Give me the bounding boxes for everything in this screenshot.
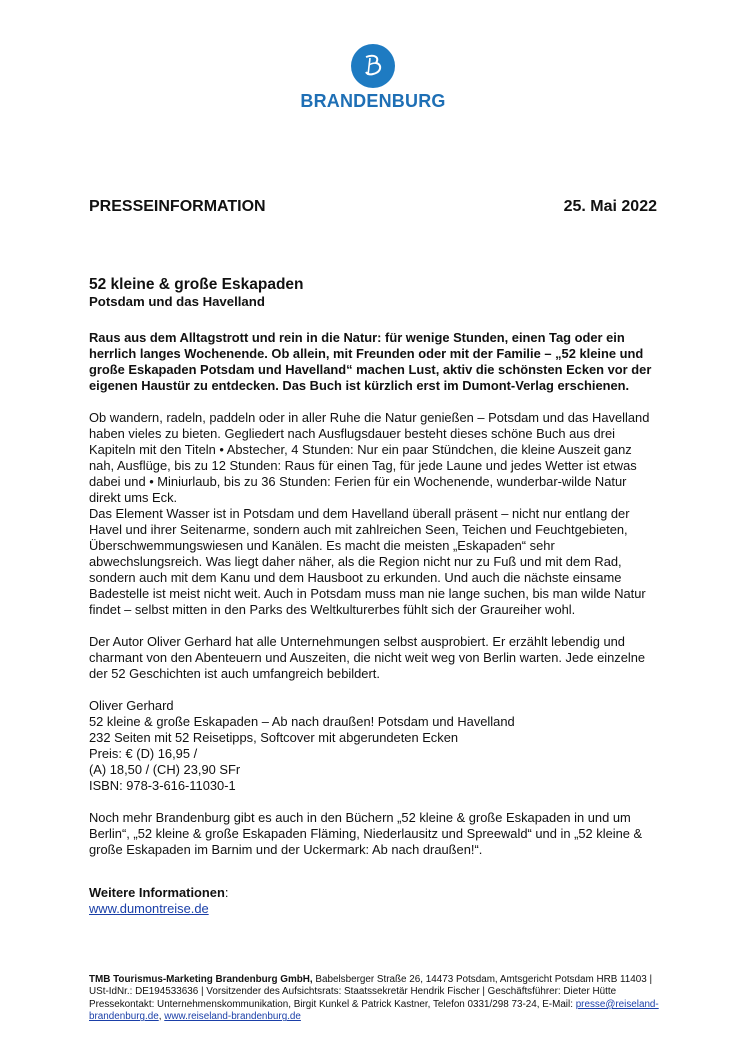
brandenburg-emblem-icon [351, 44, 395, 88]
book-details [89, 698, 657, 794]
book-pages: 232 Seiten mit 52 Reisetipps, Softcover mit abgerundeten Ecken [89, 730, 459, 745]
further-info-colon: : [224, 885, 229, 900]
article [89, 276, 657, 917]
footer-email-link[interactable]: presse@reiseland-brandenburg.de [89, 998, 659, 1023]
book-price-1: Preis: € (D) 16,95 / [89, 746, 198, 761]
footer-text: Babelsberger Straße 26, 14473 Potsdam, Amtsgericht Potsdam HRB 11403 | USt-IdNr.: DE194533636 | Vorsitzender des Aufsichtsrats: Staatssekretär Hendrik Fischer | Geschäftsführer: Dieter Hütte Pressekontakt: Unternehmenskommunikation, Birgit Kunkel & Patrick Kastner, Telefon 0331/298 73-24, E-Mail: [89, 974, 653, 1010]
article-title: 52 kleine & große Eskapaden [89, 276, 304, 293]
article-paragraph-2: Das Element Wasser ist in Potsdam und dem Havelland überall präsent – nicht nur entlang der Havel und ihrer Seitenarme, sondern auch mit zahlreichen Seen, Teichen und Feuchtgebieten, Überschwemmungswiesen und Kanälen. Es macht die meisten „Eskapaden“ sehr abwechslungsreich. Was liegt daher näher, als die Region nicht nur zu Fuß und mit dem Rad, sondern auch mit dem Kanu und dem Hausboot zu erkunden. Und auch die nächste einsame Badestelle ist meist nicht weit. Auch in Potsdam muss man nie lange suchen, bis man wilde Natur findet – selbst mitten in den Parks des Weltkulturerbes fühlt sich der Graureiher wohl. [89, 506, 646, 617]
further-info-label: Weitere Informationen [89, 885, 225, 900]
article-paragraph-1: Ob wandern, radeln, paddeln oder in aller Ruhe die Natur genießen – Potsdam und das Havelland haben vieles zu bieten. Gegliedert nach Ausflugsdauer besteht dieses schöne Buch aus drei Kapiteln mit den Titeln • Abstecher, 4 Stunden: Nur ein paar Stündchen, die kleine Auszeit ganz nah, Ausflüge, bis zu 12 Stunden: Raus für einen Tag, für jede Laune und jedes Wetter ist etwas dabei und • Miniurlaub, bis zu 36 Stunden: Ferien für ein Wochenende, wunderbar-wilde Natur direkt ums Eck. [89, 410, 650, 505]
press-date: 25. Mai 2022 [563, 198, 657, 215]
footer-website-link[interactable]: www.reiseland-brandenburg.de [164, 1011, 301, 1023]
book-title: 52 kleine & große Eskapaden – Ab nach draußen! Potsdam und Havelland [89, 714, 515, 729]
more-books-paragraph: Noch mehr Brandenburg gibt es auch in den Büchern „52 kleine & große Eskapaden in und um Berlin“, „52 kleine & große Eskapaden Fläming, Niederlausitz und Spreewald“ und in „52 kleine & große Eskapaden im Barnim und der Uckermark: Ab nach draußen!“. [89, 810, 643, 857]
article-lead: Raus aus dem Alltagstrott und rein in die Natur: für wenige Stunden, einen Tag oder ein herrlich langes Wochenende. Ob allein, mit Freunden oder mit der Familie – „52 kleine und große Eskapaden Potsdam und Havelland“ machen Lust, aktiv die schönsten Ecken vor der eigenen Haustür zu entdecken. Das Buch ist kürzlich erst im Dumont-Verlag erschienen. [89, 330, 652, 393]
brandenburg-logo [292, 44, 454, 112]
press-label: PRESSEINFORMATION [89, 198, 266, 215]
article-paragraph-3: Der Autor Oliver Gerhard hat alle Unternehmungen selbst ausprobiert. Er erzählt lebendig und charmant von den Abenteuern und Auszeiten, die nicht weit weg von Berlin warten. Jede einzelne der 52 Geschichten ist auch umfangreich bebildert. [89, 634, 646, 681]
book-isbn: ISBN: 978-3-616-11030-1 [89, 778, 236, 793]
book-author: Oliver Gerhard [89, 698, 174, 713]
dumont-link[interactable]: www.dumontreise.de [89, 901, 209, 916]
footer-company: TMB Tourismus-Marketing Brandenburg GmbH, [89, 974, 313, 985]
press-header [89, 198, 657, 216]
further-info [89, 885, 657, 901]
footer-separator: , [158, 1011, 165, 1023]
footer [89, 974, 659, 1024]
brand-wordmark: BRANDENBURG [300, 91, 446, 111]
book-price-2: (A) 18,50 / (CH) 23,90 SFr [89, 762, 241, 777]
article-subtitle: Potsdam und das Havelland [89, 294, 265, 309]
